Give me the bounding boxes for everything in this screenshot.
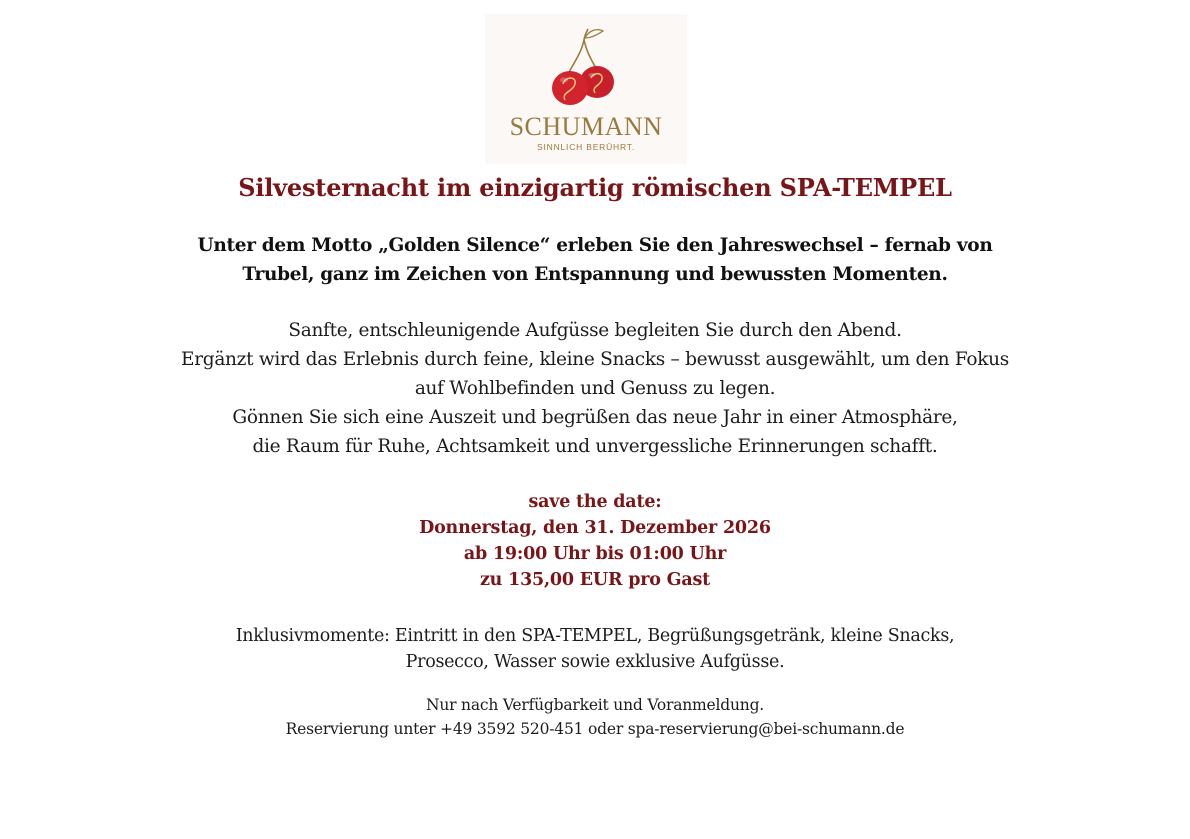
schumann-logo xyxy=(485,14,687,164)
reservation-info xyxy=(0,693,1190,741)
inclusive-line: Prosecco, Wasser sowie exklusive Aufgüsse. xyxy=(405,652,785,672)
inclusive-line: Inklusivmomente: Eintritt in den SPA-TEMPEL, Begrüßungsgetränk, kleine Snacks, xyxy=(235,626,955,646)
motto-line: Trubel, ganz im Zeichen von Entspannung und bewussten Momenten. xyxy=(242,264,948,285)
description-line: Sanfte, entschleunigende Aufgüsse begleiten Sie durch den Abend. xyxy=(288,320,902,341)
description-line: Gönnen Sie sich eine Auszeit und begrüßen das neue Jahr in einer Atmosphäre, xyxy=(232,407,958,428)
event-price: zu 135,00 EUR pro Gast xyxy=(479,570,711,590)
brand-name: SCHUMANN xyxy=(509,112,663,141)
description-line: die Raum für Ruhe, Achtsamkeit und unvergessliche Erinnerungen schafft. xyxy=(252,436,938,457)
save-the-date-label: save the date: xyxy=(528,492,662,512)
page-title: Silvesternacht im einzigartig römischen SPA-TEMPEL xyxy=(238,173,952,202)
inclusive-paragraph xyxy=(0,623,1190,675)
cherry-icon xyxy=(485,14,687,114)
event-time: ab 19:00 Uhr bis 01:00 Uhr xyxy=(463,544,727,564)
save-the-date-block xyxy=(0,489,1190,593)
motto-line: Unter dem Motto „Golden Silence“ erleben Sie den Jahreswechsel – fernab von xyxy=(197,235,993,256)
brand-tagline: SINNLICH BERÜHRT. xyxy=(537,142,635,152)
description-line: auf Wohlbefinden und Genuss zu legen. xyxy=(414,378,776,399)
availability-note: Nur nach Verfügbarkeit und Voranmeldung. xyxy=(425,696,765,714)
reservation-contact: Reservierung unter +49 3592 520-451 oder spa-reservierung@bei-schumann.de xyxy=(285,720,905,738)
description-paragraph xyxy=(0,316,1190,461)
event-date: Donnerstag, den 31. Dezember 2026 xyxy=(419,518,771,538)
description-line: Ergänzt wird das Erlebnis durch feine, kleine Snacks – bewusst ausgewählt, um den Fokus xyxy=(181,349,1009,370)
motto-paragraph xyxy=(0,231,1190,289)
